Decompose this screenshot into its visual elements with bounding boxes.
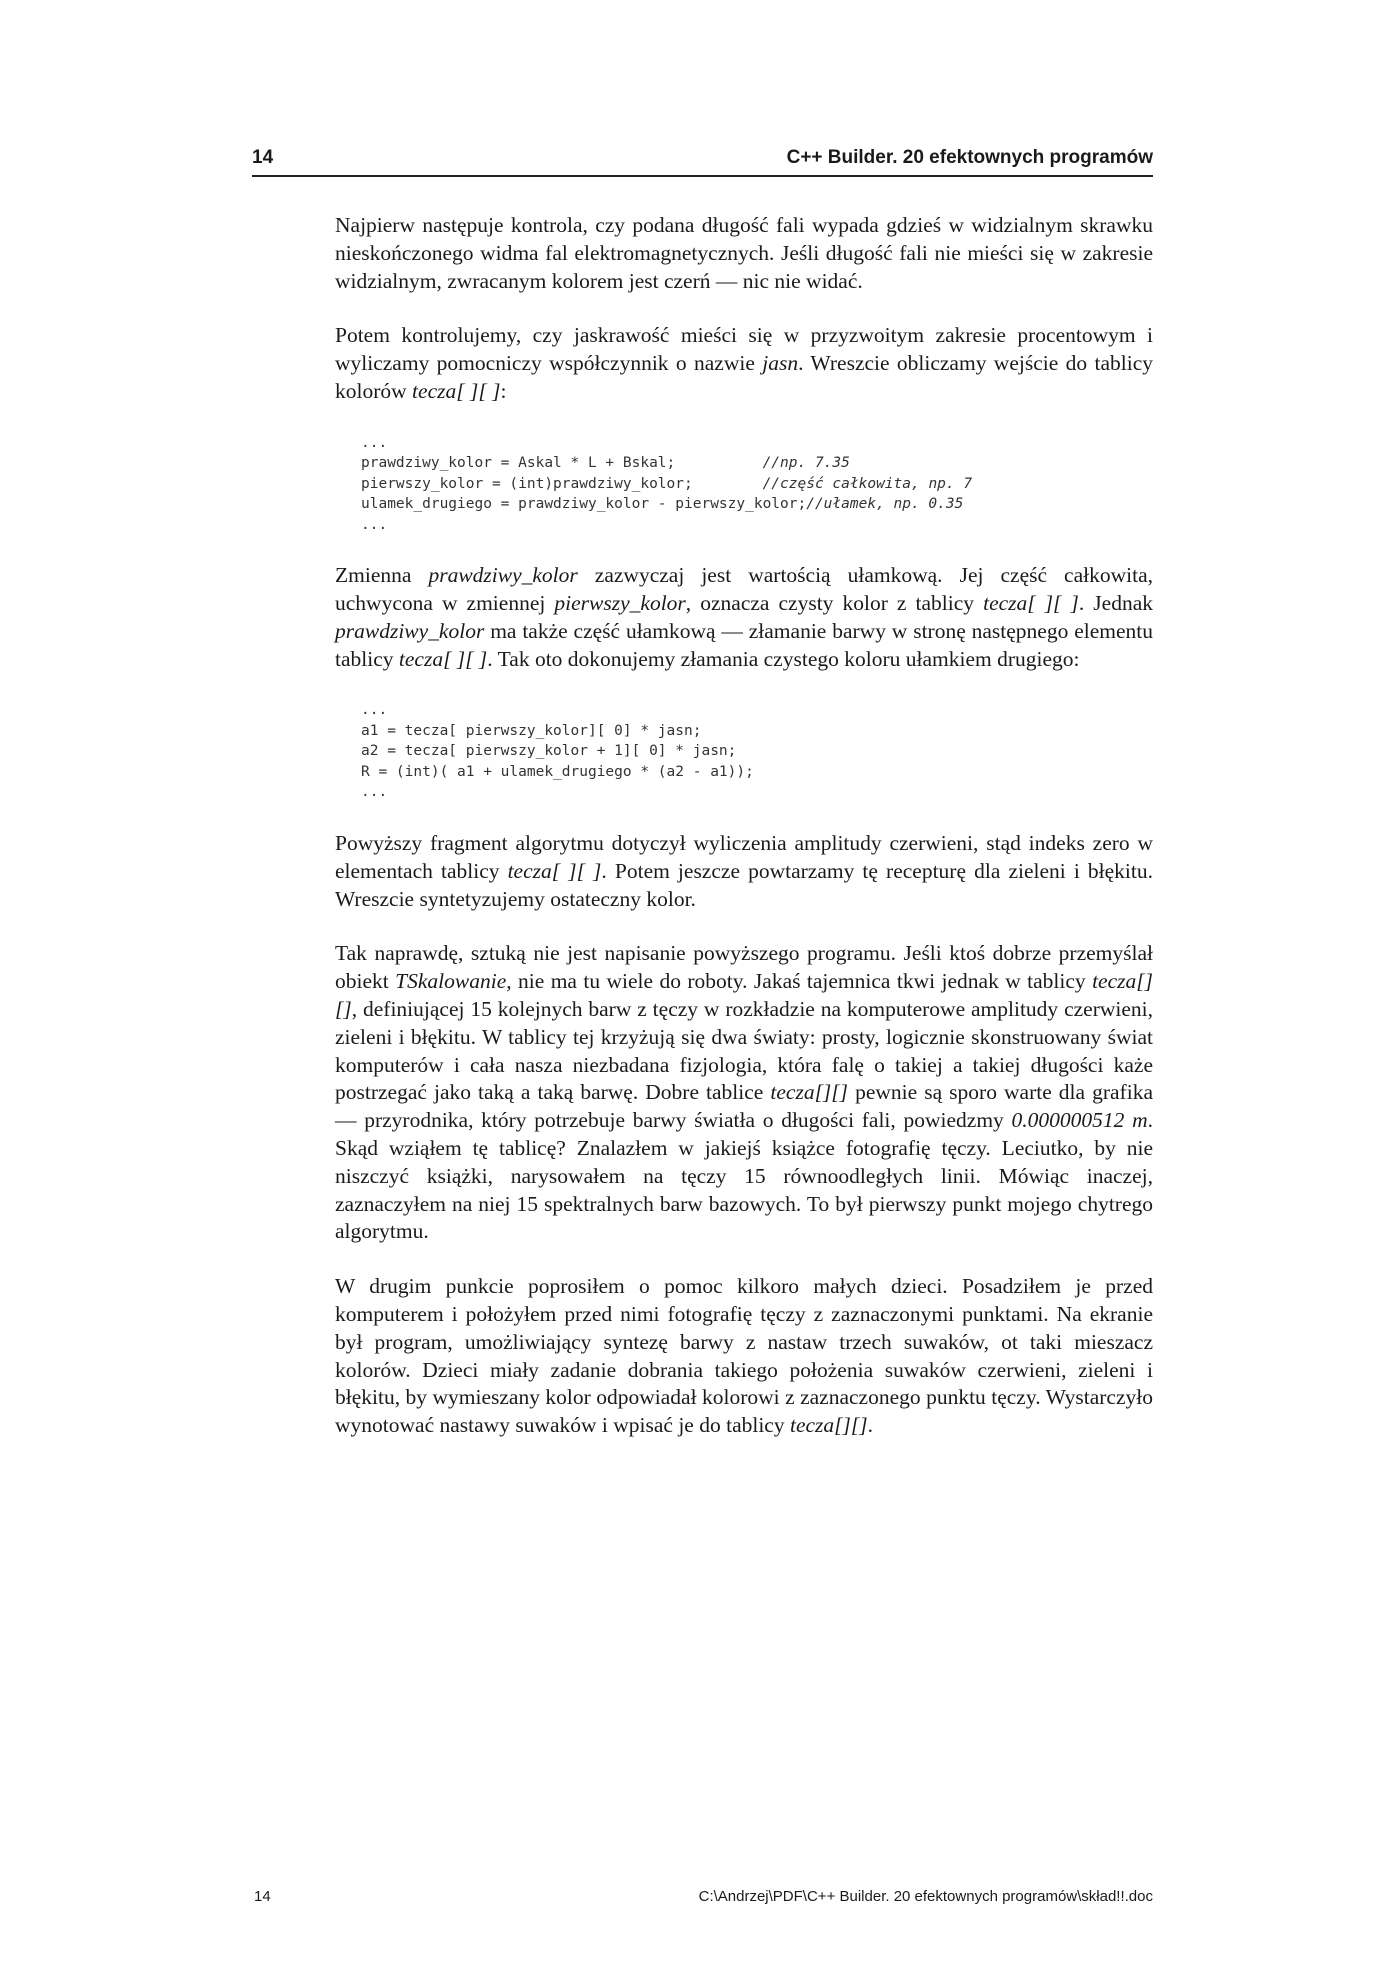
code-comment: //np. 7.35 <box>762 455 850 472</box>
italic-term: pierwszy_kolor <box>554 591 686 616</box>
italic-term: tecza[ ][ ] <box>983 591 1079 616</box>
header-book-title: C++ Builder. 20 efektownych programów <box>786 147 1153 168</box>
code-comment: //część całkowita, np. 7 <box>762 475 973 492</box>
paragraph-6: W drugim punkcie poprosiłem o pomoc kilkoro małych dzieci. Posadziłem je przed komputerem i położyłem przed nimi fotografię tęczy z zaznaczonymi punktami. Na ekranie był program, umożliwiający syntezę barwy z nastaw trzech suwaków, ot taki mieszacz kolorów. Dzieci miały zadanie dobrania takiego położenia suwaków czerwieni, zieleni i błękitu, by wymieszany kolor odpowiadał kolorowi z zaznaczonego punktu tęczy. Wystarczyło wynotować nastawy suwaków i wpisać je do tablicy tecza[][]. <box>335 1274 1153 1438</box>
code-line: ... <box>361 784 388 801</box>
header-page-number: 14 <box>252 147 274 168</box>
code-line: ulamek_drugiego = prawdziwy_kolor - pierwszy_kolor;//ułamek, np. 0.35 <box>361 496 964 513</box>
italic-term: 0.000000512 m <box>1011 1108 1148 1133</box>
code-line: a2 = tecza[ pierwszy_kolor + 1][ 0] * jasn; <box>361 743 737 760</box>
code-line: R = (int)( a1 + ulamek_drugiego * (a2 - a1)); <box>361 763 754 780</box>
italic-term: tecza[ ][ ] <box>412 378 501 403</box>
code-comment: //ułamek, np. 0.35 <box>806 496 964 513</box>
page-body <box>335 212 1153 1467</box>
footer-file-path: C:\Andrzej\PDF\C++ Builder. 20 efektownych programów\skład!!.doc <box>698 1888 1153 1905</box>
paragraph-5: Tak naprawdę, sztuką nie jest napisanie powyższego programu. Jeśli ktoś dobrze przemyślał obiekt TSkalowanie, nie ma tu wiele do roboty. Jakaś tajemnica tkwi jednak w tablicy tecza[][], definiującej 15 kolejnych barw z tęczy w rozkładzie na komputerowe amplitudy czerwieni, zieleni i błękitu. W tablicy tej krzyżują się dwa światy: prosty, logicznie skonstruowany świat komputerów i cała nasza niezbadana fizjologia, która falę o takiej a takiej długości każe postrzegać jako taką a taką barwę. Dobre tablice tecza[][] pewnie są sporo warte dla grafika — przyrodnika, który potrzebuje barwy światła o długości fali, powiedzmy 0.000000512 m. Skąd wziąłem tę tablicę? Znalazłem w jakiejś książce fotografię tęczy. Leciutko, by nie niszczyć książki, narysowałem na tęczy 15 równoodległych linii. Mówiąc inaczej, zaznaczyłem na niej 15 spektralnych barw bazowych. To był pierwszy punkt mojego chytrego algorytmu. <box>335 941 1153 1244</box>
running-header <box>252 143 1153 177</box>
italic-term: tecza[][] <box>789 1413 868 1438</box>
code-line: prawdziwy_kolor = Askal * L + Bskal; //np. 7.35 <box>361 455 850 472</box>
italic-term: tecza[ ][ ] <box>507 858 602 883</box>
italic-term: prawdziwy_kolor <box>428 563 578 588</box>
paragraph-4: Powyższy fragment algorytmu dotyczył wyliczenia amplitudy czerwieni, stąd indeks zero w elementach tablicy tecza[ ][ ]. Potem jeszcze powtarzamy tę recepturę dla zieleni i błękitu. Wreszcie syntetyzujemy ostateczny kolor. <box>335 830 1153 911</box>
paragraph-2: Potem kontrolujemy, czy jaskrawość mieści się w przyzwoitym zakresie procentowym i wyliczamy pomocniczy współczynnik o nazwie jasn. Wreszcie obliczamy wejście do tablicy kolorów tecza[ ][ ]: <box>335 323 1153 403</box>
italic-term: TSkalowanie <box>395 969 507 994</box>
italic-term: prawdziwy_kolor <box>335 618 485 643</box>
code-block-2 <box>361 700 1153 803</box>
italic-term: tecza[][] <box>335 969 1153 1021</box>
footer-page-number: 14 <box>254 1888 271 1905</box>
italic-term: tecza[ ][ ] <box>398 646 488 671</box>
italic-term: jasn <box>762 351 799 376</box>
code-line: ... <box>361 702 388 719</box>
italic-term: tecza[][] <box>770 1080 849 1105</box>
code-line: ... <box>361 434 388 451</box>
code-line: pierwszy_kolor = (int)prawdziwy_kolor; //część całkowita, np. 7 <box>361 475 973 492</box>
code-line: ... <box>361 516 388 533</box>
paragraph-1: Najpierw następuje kontrola, czy podana długość fali wypada gdzieś w widzialnym skrawku nieskończonego widma fal elektromagnetycznych. Jeśli długość fali nie mieści się w zakresie widzialnym, zwracanym kolorem jest czerń — nic nie widać. <box>335 213 1153 293</box>
code-line: a1 = tecza[ pierwszy_kolor][ 0] * jasn; <box>361 722 702 739</box>
paragraph-3: Zmienna prawdziwy_kolor zazwyczaj jest wartością ułamkową. Jej część całkowita, uchwycona w zmiennej pierwszy_kolor, oznacza czysty kolor z tablicy tecza[ ][ ]. Jednak prawdziwy_kolor ma także część ułamkową — złamanie barwy w stronę następnego elementu tablicy tecza[ ][ ]. Tak oto dokonujemy złamania czystego koloru ułamkiem drugiego: <box>335 563 1154 671</box>
code-block-1 <box>361 433 1153 536</box>
